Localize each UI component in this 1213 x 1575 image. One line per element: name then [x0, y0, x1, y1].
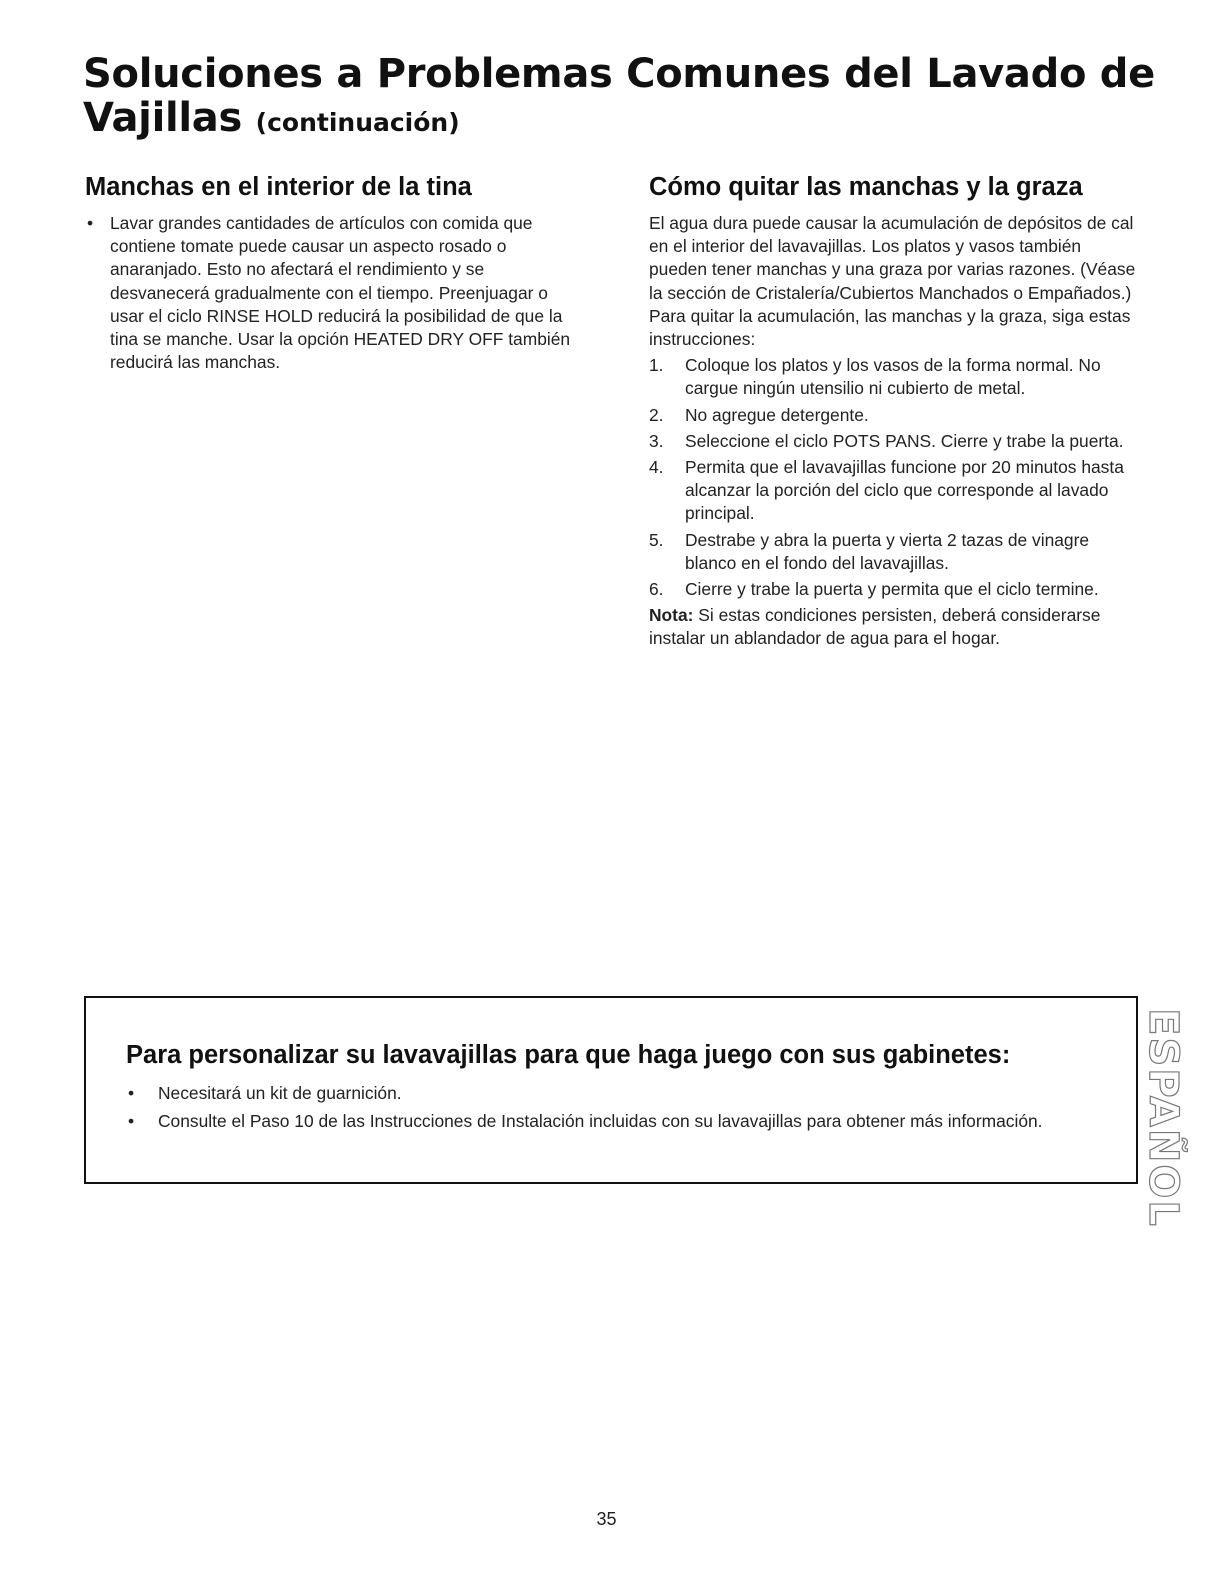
step-text: Destrabe y abra la puerta y vierta 2 tazas de vinagre blanco en el fondo del lavavajillas. — [685, 529, 1090, 573]
box-heading: Para personalizar su lavavajillas para que haga juego con sus gabinetes: — [126, 1041, 1011, 1069]
step-item — [649, 578, 1139, 601]
step-text: Permita que el lavavajillas funcione por 20 minutos hasta alcanzar la porción del ciclo que corresponde al lavado principal. — [685, 457, 1124, 524]
step-number: 6. — [649, 579, 664, 600]
box-bullet-list — [124, 1082, 1084, 1137]
bullet-marker: • — [128, 1083, 135, 1103]
step-item — [649, 404, 1139, 427]
page-number: 35 — [596, 1509, 617, 1529]
note-text: Si estas condiciones persisten, deberá considerarse instalar un ablandador de agua para el hogar. — [649, 605, 1101, 649]
left-bullet-list — [85, 212, 580, 374]
list-item-text: Lavar grandes cantidades de artículos con comida que contiene tomate puede causar un aspecto rosado o anaranjado. Esto no afectará el rendimiento y se desvanecerá gradualmente con el tiempo. Preenjuagar o usar el ciclo RINSE HOLD reducirá la posibilidad de que la tina se manche. Usar la opción HEATED DRY OFF también reducirá las manchas. — [110, 213, 571, 373]
step-number: 1. — [649, 355, 664, 376]
list-item — [85, 212, 580, 374]
language-label: ESPAÑOL — [1140, 1008, 1187, 1228]
title-main: Soluciones a Problemas Comunes del Lavado de Vajillas — [83, 51, 1155, 141]
step-item — [649, 354, 1139, 400]
step-text: No agregue detergente. — [685, 404, 869, 425]
step-number: 3. — [649, 430, 664, 451]
step-number: 2. — [649, 404, 664, 425]
steps-list — [649, 354, 1139, 601]
left-section-heading: Manchas en el interior de la tina — [85, 173, 472, 201]
bullet-marker: • — [87, 213, 94, 233]
left-section — [85, 172, 580, 374]
step-text: Coloque los platos y los vasos de la forma normal. No cargue ningún utensilio ni cubierto de metal. — [685, 355, 1101, 399]
customize-info-box — [84, 996, 1138, 1184]
bullet-marker: • — [128, 1110, 135, 1131]
step-item — [649, 456, 1139, 526]
intro-paragraph: El agua dura puede causar la acumulación de depósitos de cal en el interior del lavavajillas. Los platos y vasos también pueden tener manchas y una graza por varias razones. (Véase la sección de Cristalería/Cubiertos Manchados o Empañados.) Para quitar la acumulación, las manchas y la graza, siga estas instrucciones: — [649, 213, 1136, 350]
page-title — [83, 52, 1163, 145]
list-item — [124, 1110, 1084, 1134]
step-item — [649, 430, 1139, 453]
right-section — [649, 172, 1139, 651]
step-number: 4. — [649, 457, 664, 478]
step-item — [649, 529, 1139, 575]
language-side-tab — [1140, 996, 1186, 1240]
note-paragraph — [649, 604, 1139, 650]
step-text: Seleccione el ciclo POTS PANS. Cierre y trabe la puerta. — [685, 430, 1124, 451]
note-label: Nota: — [649, 605, 694, 626]
list-item — [124, 1082, 1084, 1106]
list-item-text: Necesitará un kit de guarnición. — [158, 1083, 402, 1103]
step-text: Cierre y trabe la puerta y permita que el ciclo termine. — [685, 579, 1099, 600]
title-suffix: (continuación) — [255, 108, 460, 137]
list-item-text: Consulte el Paso 10 de las Instrucciones de Instalación incluidas con su lavavajillas para obtener más información. — [158, 1110, 1043, 1131]
step-number: 5. — [649, 529, 664, 550]
right-section-heading: Cómo quitar las manchas y la graza — [649, 173, 1083, 201]
